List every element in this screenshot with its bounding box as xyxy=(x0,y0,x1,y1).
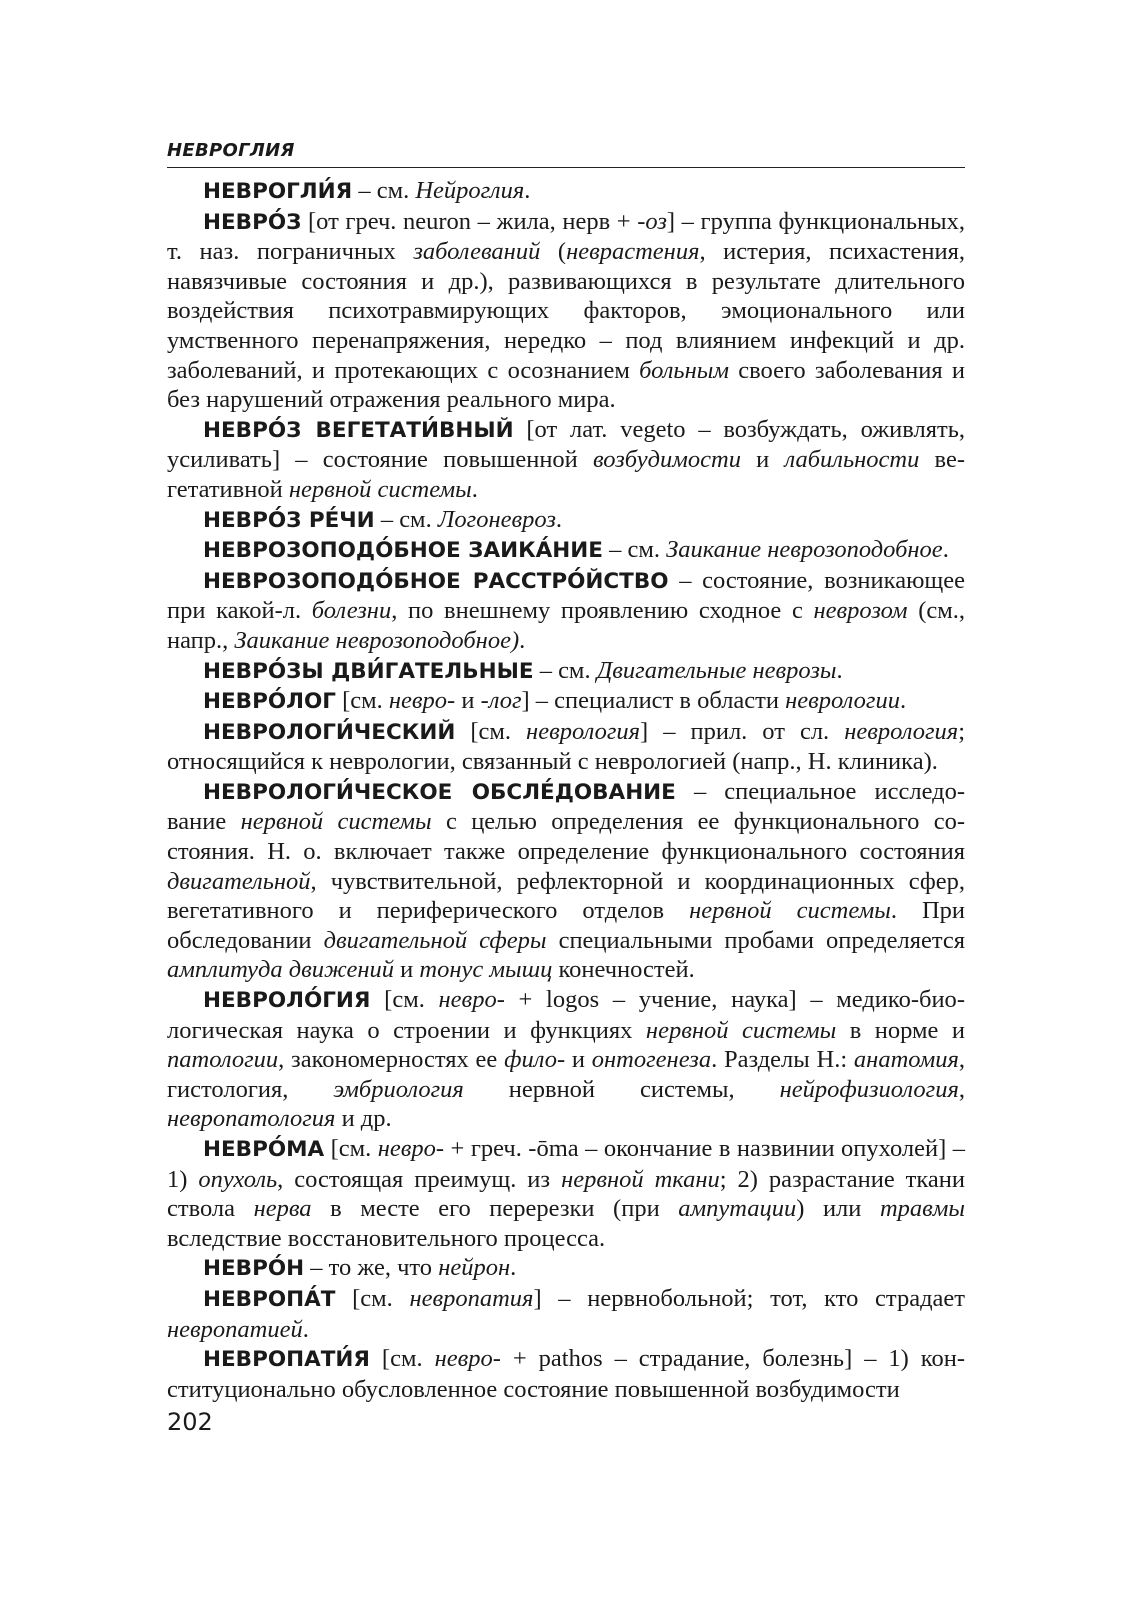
entry-text: [от лат. vegeto – возбуждать, оживлять, усиливать] – состояние повышенной xyxy=(167,415,965,474)
entry-italic-term: Логоневроз xyxy=(437,505,556,533)
entry-italic-term: нейрон xyxy=(438,1254,511,1282)
entry-text: [от греч. neuron – жила, нерв + xyxy=(301,207,638,235)
dictionary-entry xyxy=(167,176,965,207)
entry-headword: НЕВРОЛО́ГИЯ xyxy=(203,988,371,1014)
entry-text: с целью определения ее функционального состояния. Н. о. включает также определение функционального состояния xyxy=(167,808,966,866)
entry-text: – специальное исследование xyxy=(167,777,966,836)
entry-italic-term: лабильности xyxy=(784,446,920,474)
entry-text: в норме и xyxy=(836,1016,965,1044)
entry-italic-term: нервной системы xyxy=(645,1016,837,1044)
entry-italic-term: невропатология xyxy=(167,1105,336,1133)
entry-text: , по внешнему проявлению сходное с xyxy=(391,597,814,625)
dictionary-entry xyxy=(167,505,965,536)
entry-text: + греч. -ōma – окончание в назвинии опухолей] – 1) xyxy=(167,1135,965,1193)
entry-italic-term: неврозом xyxy=(813,597,908,625)
entry-text: [см. xyxy=(370,986,439,1014)
entry-italic-term: Нейроглия xyxy=(415,177,525,204)
entry-italic-term: -оз xyxy=(637,207,667,235)
entry-text: ] – специалист в области xyxy=(521,687,786,715)
entry-text: ; относящийся к неврологии, связанный с неврологией (напр., Н. клиника). xyxy=(167,717,965,776)
entry-italic-term: неврастения xyxy=(566,238,700,266)
entry-text: ; 2) разрастание ткани ствола xyxy=(167,1165,965,1223)
entry-italic-term: опухоль xyxy=(198,1165,278,1193)
entry-text: , xyxy=(958,1075,965,1103)
entry-italic-term: невропатия xyxy=(409,1284,534,1312)
entry-italic-term: нервной ткани xyxy=(561,1165,720,1193)
entry-headword: НЕВРОЛОГИ́ЧЕСКИЙ xyxy=(203,719,456,745)
entry-text: . xyxy=(524,177,531,204)
entry-text: – то же, что xyxy=(304,1254,439,1282)
entry-text: ] – прил. от сл. xyxy=(640,717,845,745)
entry-italic-term: невро- xyxy=(434,1345,501,1373)
page-number: 202 xyxy=(167,1408,213,1436)
dictionary-entry xyxy=(167,777,965,985)
entry-text: нервной системы, xyxy=(463,1075,780,1103)
entry-headword: НЕВРОЛОГИ́ЧЕСКОЕ ОБСЛЕ́ДОВАНИЕ xyxy=(203,779,676,805)
dictionary-entry xyxy=(167,566,965,656)
entry-italic-term: болезни xyxy=(311,597,392,625)
entry-italic-term: ампутации xyxy=(678,1195,797,1223)
entry-italic-term: невро- xyxy=(377,1135,445,1162)
entry-text: . xyxy=(836,656,843,684)
entry-text: своего заболевания и без нарушений отражения реального мира. xyxy=(167,356,965,414)
entry-italic-term: -лог xyxy=(480,687,522,715)
entry-text: ( xyxy=(540,238,567,266)
entry-text: [см. xyxy=(324,1135,378,1162)
entry-italic-term: возбудимости xyxy=(593,446,741,474)
entry-text: . xyxy=(942,536,949,564)
dictionary-entry xyxy=(167,717,965,777)
entry-italic-term: невро- xyxy=(388,687,456,715)
entry-italic-term: больным xyxy=(639,356,729,384)
entry-text: , чувствительной, рефлекторной и координационных сфер, вегетативного и периферического отделов xyxy=(167,867,965,925)
entry-italic-term: заболеваний xyxy=(413,238,541,266)
entry-headword: НЕВРОЗОПОДО́БНОЕ РАССТРО́ЙСТВО xyxy=(203,568,669,594)
entry-headword: НЕВРОПА́Т xyxy=(203,1286,336,1312)
dictionary-entry xyxy=(167,686,965,717)
entry-text: – см. xyxy=(533,656,597,684)
entry-headword: НЕВРО́З xyxy=(203,209,302,235)
entry-italic-term: нервной системы xyxy=(288,475,472,503)
entry-headword: НЕВРО́Н xyxy=(203,1256,305,1282)
dictionary-entry xyxy=(167,1253,965,1284)
entry-italic-term: амплитуда движений xyxy=(167,956,394,984)
entry-text: и др. xyxy=(335,1105,392,1133)
entry-headword: НЕВРО́З РЕ́ЧИ xyxy=(203,507,375,533)
entry-italic-term: анатомия xyxy=(853,1046,959,1074)
entry-text: . xyxy=(555,505,563,533)
entry-italic-term: двигательной сферы xyxy=(323,926,547,954)
entry-text: в месте его перерезки (при xyxy=(311,1195,679,1223)
entry-text: . xyxy=(471,475,478,503)
entry-text: конечностей. xyxy=(552,956,695,984)
entry-italic-term: Заикание неврозоподобное) xyxy=(234,626,520,654)
entry-text: , гистология, xyxy=(167,1046,965,1103)
entry-headword: НЕВРО́МА xyxy=(203,1137,325,1162)
entry-italic-term: Двигательные неврозы xyxy=(596,656,837,684)
entry-headword: НЕВРО́З ВЕГЕТАТИ́ВНЫЙ xyxy=(203,417,514,443)
entry-italic-term: эмбриология xyxy=(333,1075,464,1103)
entry-text: . Разделы Н.: xyxy=(711,1046,854,1074)
entry-italic-term: неврология xyxy=(844,717,959,745)
entry-italic-term: нервной системы xyxy=(689,897,891,925)
entry-text: [см. xyxy=(335,687,389,715)
dictionary-entry xyxy=(167,985,965,1134)
entry-italic-term: нервной системы xyxy=(240,808,432,836)
entry-text: . xyxy=(899,687,907,715)
dictionary-entry xyxy=(167,1344,965,1404)
entry-headword: НЕВРОПАТИ́Я xyxy=(203,1347,370,1373)
entry-text: специальными пробами определяется xyxy=(546,926,965,954)
entry-headword: НЕВРО́ЗЫ ДВИ́ГАТЕЛЬНЫЕ xyxy=(203,658,534,684)
entry-italic-term: онтогенеза xyxy=(591,1046,712,1074)
entry-headword: НЕВРОЗОПОДО́БНОЕ ЗАИКА́НИЕ xyxy=(203,538,603,564)
entry-italic-term: нерва xyxy=(253,1195,312,1223)
entry-text: . При обследовании xyxy=(167,897,965,954)
entry-text: [см. xyxy=(369,1345,435,1373)
entry-italic-term: фило- xyxy=(504,1046,566,1074)
entry-text: + logos – учение, наука] – медико-биологическая наука о строении и функциях xyxy=(167,986,965,1044)
entry-italic-term: травмы xyxy=(879,1195,965,1223)
dictionary-entry xyxy=(167,1284,965,1344)
entry-text: [см. xyxy=(455,717,527,745)
entry-italic-term: неврологии xyxy=(785,687,900,715)
entries-list xyxy=(167,176,965,1404)
entry-text: , истерия, психастения, навязчивые состояния и др.), развивающихся в результате длительного воздействия психотравмирующих факторов, эмоционального или умственного перенапряжения, нередко – под влиянием инфекций и др. заболеваний, и протекающих с осознанием xyxy=(167,238,965,384)
entry-text: + pathos – страдание, болезнь] – 1) конституционально обусловленное состояние повышенной возбудимости xyxy=(167,1345,965,1403)
entry-italic-term: неврология xyxy=(526,717,641,745)
entry-text: ) или xyxy=(796,1195,880,1223)
entry-text: ] – группа функциональных, т. наз. пограничных xyxy=(167,207,965,266)
entry-text: и xyxy=(394,956,420,984)
entry-text: вегетативной xyxy=(167,446,965,503)
entry-headword: НЕВРОГЛИ́Я xyxy=(203,179,353,204)
dictionary-entry xyxy=(167,656,965,687)
entry-text: и xyxy=(740,446,785,474)
entry-text: – см. xyxy=(352,177,416,204)
entry-italic-term: двигательной xyxy=(167,867,311,895)
entry-headword: НЕВРО́ЛОГ xyxy=(203,689,336,715)
entry-text: и xyxy=(455,687,481,715)
entry-text: . xyxy=(519,626,526,654)
entry-text: и xyxy=(565,1046,592,1074)
dictionary-entry xyxy=(167,207,965,415)
entry-text: . xyxy=(302,1315,309,1343)
entry-italic-term: невропатией xyxy=(167,1315,303,1343)
entry-text: [см. xyxy=(335,1284,410,1312)
entry-italic-term: нейрофизиология xyxy=(779,1075,959,1103)
entry-text: , состоящая преимущ. из xyxy=(277,1165,562,1193)
dictionary-entry xyxy=(167,535,965,566)
dictionary-entry xyxy=(167,415,965,505)
entry-text: ] – нервнобольной; тот, кто страдает xyxy=(533,1284,965,1312)
entry-text: вследствие восстановительного процесса. xyxy=(167,1224,606,1252)
entry-text: – см. xyxy=(374,505,438,533)
entry-italic-term: патологии xyxy=(167,1046,279,1074)
entry-text: , закономерностях ее xyxy=(278,1046,505,1074)
dictionary-page xyxy=(167,140,965,1404)
running-head: НЕВРОГЛИЯ xyxy=(167,140,965,168)
entry-text: – см. xyxy=(602,536,667,564)
entry-italic-term: невро- xyxy=(438,986,505,1014)
entry-text: – состояние, возникающее при какой-л. xyxy=(167,566,965,625)
dictionary-entry xyxy=(167,1134,965,1253)
entry-italic-term: тонус мышц xyxy=(419,956,553,984)
entry-text: (см., напр., xyxy=(167,597,965,654)
entry-text: . xyxy=(510,1254,517,1282)
entry-italic-term: Заикание неврозоподобное xyxy=(666,536,943,564)
